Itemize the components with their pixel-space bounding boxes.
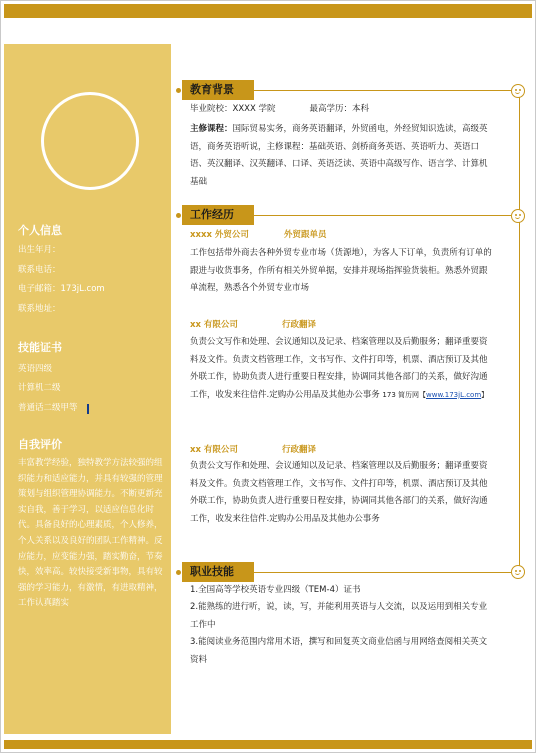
phone-field: 联系电话：: [18, 265, 61, 275]
job-company: xx 有限公司: [190, 320, 238, 330]
photo-placeholder: [41, 92, 139, 190]
skill-item: 3.能阅读业务范围内常用术语，撰写和回复英文商业信函与用网络查阅相关英文资料: [190, 637, 488, 665]
job-description: [190, 334, 492, 404]
section-dot: [176, 570, 181, 575]
watermark-text: 173 简历网【: [382, 390, 427, 399]
job-header: [190, 443, 316, 455]
personal-info-title: 个人信息: [18, 224, 62, 237]
education-school-line: 毕业院校：XXXX 学院 最高学历：本科: [190, 104, 369, 114]
section-dot: [176, 213, 181, 218]
birth-field: 出生年月：: [18, 245, 61, 255]
job-role: 行政翻译: [282, 445, 317, 455]
smiley-icon: [511, 209, 525, 223]
work-title: 工作经历: [182, 205, 254, 225]
cert-item: 计算机二级: [18, 383, 61, 393]
sidebar: [4, 44, 171, 734]
job-role: 外贸跟单员: [284, 230, 327, 240]
timeline-line: [519, 92, 520, 573]
education-title: 教育背景: [182, 80, 254, 100]
self-eval-title: 自我评价: [18, 438, 62, 451]
skill-item: 2.能熟练的进行听，说，读，写，并能利用英语与人交流，以及运用到相关专业工作中: [190, 602, 488, 630]
self-eval-text: 丰富教学经验，独特教学方法较强的组织能力和适应能力，并具有较强的管理策划与组织管理协调能力。不断更新充实自我，善于学习，以适应信息化时代。具备良好的心理素质，个人修养，个人关系以及良好的团队工作精神。反应能力，应变能力强，踏实勤奋，节奏快，效率高。较快接受新事物，具有较强的学习能力，有激情，有进取精神，工作认真踏实: [18, 458, 163, 609]
job-header: [190, 318, 316, 330]
job-company: xxxx 外贸公司: [190, 230, 249, 240]
smiley-icon: [511, 565, 525, 579]
job-company: xx 有限公司: [190, 445, 238, 455]
cert-item: 普通话二级甲等: [18, 403, 78, 413]
watermark-link[interactable]: www.173jL.com: [426, 390, 482, 399]
top-accent-bar: [4, 4, 532, 18]
job-desc-text: 负责公文写作和处理、会议通知以及记录、档案管理以及后勤服务；翻译重要资料及文件。负责文档管理工作，文书写作、文件打印等，机票、酒店预订及其他外联工作，协助负责人进行重要日程安排，协调同其他各部门的关系，做好沟通工作，收发来往信件.定购办公用品及其他办公事务: [190, 337, 488, 400]
section-dot: [176, 88, 181, 93]
courses-label: 主修课程：: [190, 124, 233, 134]
address-field: 联系地址：: [18, 304, 61, 314]
job-role: 行政翻译: [282, 320, 317, 330]
smiley-icon: [511, 84, 525, 98]
job-header: [190, 228, 327, 240]
skill-item: 1.全国高等学校英语专业四级（TEM-4）证书: [190, 585, 361, 595]
section-divider: [254, 572, 511, 573]
section-divider: [254, 215, 511, 216]
skills-cert-title: 技能证书: [18, 341, 62, 354]
education-courses: [190, 121, 492, 191]
skills-title: 职业技能: [182, 562, 254, 582]
job-description: 负责公文写作和处理、会议通知以及记录、档案管理以及后勤服务；翻译重要资料及文件。负责文档管理工作，文书写作、文件打印等，机票、酒店预订及其他外联工作，协助负责人进行重要日程安排，协调同其他各部门的关系，做好沟通工作，收发来往信件.定购办公用品及其他办公事务: [190, 461, 488, 524]
bottom-accent-bar: [4, 740, 532, 749]
cert-item: 英语四级: [18, 364, 53, 374]
section-divider: [254, 90, 511, 91]
watermark-end: 】: [481, 390, 489, 399]
email-field: 电子邮箱：173jL.com: [18, 284, 105, 294]
job-description: 工作包括带外商去各种外贸专业市场（货源地），为客人下订单，负责所有订单的跟进与收货事务，作所有相关外贸单据，安排并现场指挥验货装柜。熟悉外贸跟单流程，熟悉各个外贸专业市场: [190, 248, 492, 293]
text-cursor: [87, 404, 89, 414]
courses-text: 国际贸易实务，商务英语翻译，外贸函电，外经贸知识选读，高级英语，商务英语听说，主修课程：基础英语、剑桥商务英语、英语听力、英语口语、英汉翻译、汉英翻译、口译、英语泛读、英语中高级写作、语言学、计算机基础: [190, 124, 488, 187]
